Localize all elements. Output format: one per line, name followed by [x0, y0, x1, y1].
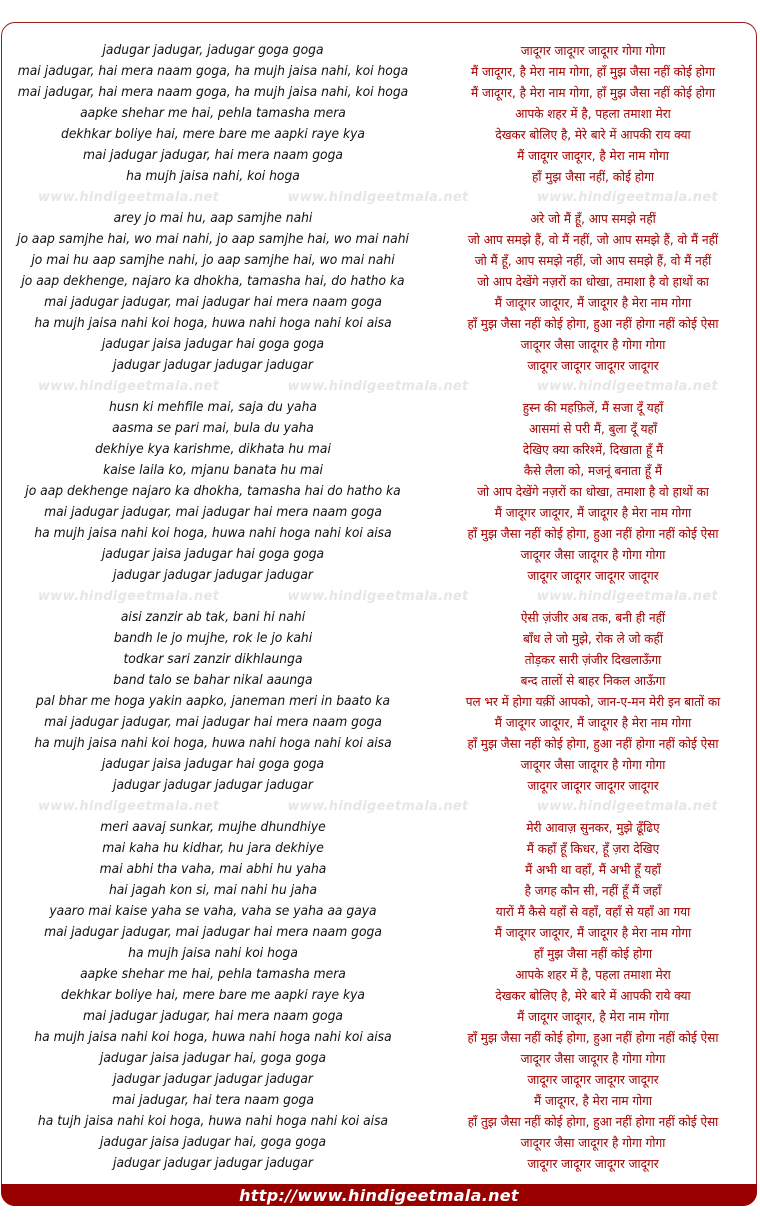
lyric-devanagari: जादूगर जादूगर जादूगर जादूगर: [527, 1156, 659, 1171]
lyric-line: [0, 208, 760, 229]
lyric-roman: aapke shehar me hai, pehla tamasha mera: [80, 106, 346, 121]
lyric-line: [0, 313, 760, 334]
lyric-devanagari: पल भर में होगा यक़ीं आपको, जान-ए-मन मेरी इन बातों का: [465, 694, 721, 709]
lyric-devanagari: जादूगर जैसा जादूगर है गोगा गोगा: [520, 1051, 666, 1066]
lyric-devanagari: जादूगर जादूगर जादूगर जादूगर: [527, 568, 659, 583]
lyric-line: [0, 82, 760, 103]
watermark-text: www.hindigeetmala.net: [38, 589, 220, 604]
lyric-roman: jo mai hu aap samjhe nahi, jo aap samjhe hai, wo mai nahi: [31, 253, 395, 268]
lyric-devanagari: देखकर बोलिए है, मेरे बारे में आपकी राय क्या: [495, 127, 691, 142]
lyric-line: [0, 166, 760, 187]
watermark-text: www.hindigeetmala.net: [38, 799, 220, 814]
lyric-line: [0, 880, 760, 901]
lyric-roman: aisi zanzir ab tak, bani hi nahi: [120, 610, 306, 625]
lyric-devanagari: हाँ तुझ जैसा नहीं कोई होगा, हुआ नहीं होगा नहीं कोई ऐसा: [467, 1114, 719, 1129]
lyric-devanagari: हाँ मुझ जैसा नहीं कोई होगा: [533, 946, 653, 961]
lyric-roman: hai jagah kon si, mai nahi hu jaha: [108, 883, 318, 898]
lyric-devanagari: जादूगर जादूगर जादूगर जादूगर: [527, 778, 659, 793]
lyric-line: [0, 628, 760, 649]
lyric-devanagari: जो आप समझे हैं, वो मैं नहीं, जो आप समझे हैं, वो मैं नहीं: [467, 232, 719, 247]
lyric-devanagari: हाँ मुझ जैसा नहीं, कोई होगा: [531, 169, 655, 184]
footer-bar: [1, 1184, 757, 1206]
lyric-line: [0, 1111, 760, 1132]
lyric-devanagari: अरे जो मैं हूँ, आप समझे नहीं: [530, 211, 656, 226]
lyric-devanagari: मैं जादूगर जादूगर, मैं जादूगर है मेरा नाम गोगा: [494, 925, 692, 940]
lyric-line: [0, 901, 760, 922]
lyric-devanagari: कैसे लैला को, मजनूं बनाता हूँ मैं: [523, 463, 663, 478]
watermark-row: [0, 376, 760, 397]
lyric-line: [0, 250, 760, 271]
lyric-roman: meri aavaj sunkar, mujhe dhundhiye: [100, 820, 326, 835]
lyric-line: [0, 1132, 760, 1153]
lyric-devanagari: जादूगर जैसा जादूगर है गोगा गोगा: [520, 757, 666, 772]
lyric-roman: jadugar jaisa jadugar hai goga goga: [101, 337, 325, 352]
lyric-line: [0, 838, 760, 859]
watermark-text: www.hindigeetmala.net: [287, 379, 469, 394]
lyric-devanagari: हाँ मुझ जैसा नहीं कोई होगा, हुआ नहीं होगा नहीं कोई ऐसा: [467, 736, 719, 751]
lyric-line: [0, 565, 760, 586]
lyric-roman: dekhkar boliye hai, mere bare me aapki raye kya: [61, 127, 365, 142]
lyric-roman: mai kaha hu kidhar, hu jara dekhiye: [102, 841, 324, 856]
lyric-devanagari: मैं जादूगर जादूगर, है मेरा नाम गोगा: [517, 1009, 669, 1024]
lyric-roman: husn ki mehfile mai, saja du yaha: [109, 400, 317, 415]
stanza: [0, 208, 760, 376]
lyric-line: [0, 481, 760, 502]
lyric-roman: ha mujh jaisa nahi koi hoga, huwa nahi hoga nahi koi aisa: [34, 316, 392, 331]
lyric-roman: mai jadugar jadugar, mai jadugar hai mera naam goga: [44, 715, 382, 730]
lyric-line: [0, 649, 760, 670]
watermark-row: [0, 586, 760, 607]
lyric-devanagari: मैं अभी था वहाँ, मैं अभी हूँ यहाँ: [525, 862, 661, 877]
lyric-line: [0, 607, 760, 628]
lyric-roman: jadugar jadugar jadugar jadugar: [113, 1156, 313, 1171]
lyric-roman: jo aap dekhenge, najaro ka dhokha, tamasha hai, do hatho ka: [21, 274, 405, 289]
lyric-roman: aapke shehar me hai, pehla tamasha mera: [80, 967, 346, 982]
lyric-roman: pal bhar me hoga yakin aapko, janeman meri in baato ka: [35, 694, 391, 709]
lyric-roman: jadugar jaisa jadugar hai, goga goga: [99, 1135, 327, 1150]
watermark-row: [0, 796, 760, 817]
lyric-line: [0, 229, 760, 250]
lyric-roman: ha mujh jaisa nahi, koi hoga: [126, 169, 300, 184]
lyrics-content: [0, 40, 760, 1174]
lyric-roman: todkar sari zanzir dikhlaunga: [123, 652, 303, 667]
lyric-roman: ha tujh jaisa nahi koi hoga, huwa nahi hoga nahi koi aisa: [37, 1114, 389, 1129]
lyric-line: [0, 733, 760, 754]
lyric-roman: yaaro mai kaise yaha se vaha, vaha se yaha aa gaya: [49, 904, 377, 919]
watermark-text: www.hindigeetmala.net: [536, 190, 718, 205]
lyric-roman: dekhkar boliye hai, mere bare me aapki raye kya: [61, 988, 365, 1003]
lyric-devanagari: जादूगर जैसा जादूगर है गोगा गोगा: [520, 1135, 666, 1150]
lyric-devanagari: जो आप देखेंगे नज़रों का धोखा, तमाशा है वो हाथों का: [477, 484, 709, 499]
lyric-line: [0, 124, 760, 145]
watermark-row: [0, 187, 760, 208]
lyric-line: [0, 145, 760, 166]
lyric-line: [0, 985, 760, 1006]
lyric-devanagari: मैं जादूगर जादूगर, मैं जादूगर है मेरा नाम गोगा: [494, 715, 692, 730]
lyric-roman: jadugar jadugar, jadugar goga goga: [102, 43, 324, 58]
lyric-roman: arey jo mai hu, aap samjhe nahi: [113, 211, 313, 226]
lyric-devanagari: जो आप देखेंगे नज़रों का धोखा, तमाशा है वो हाथों का: [477, 274, 709, 289]
lyric-line: [0, 502, 760, 523]
lyric-line: [0, 943, 760, 964]
lyric-devanagari: देखिए क्या करिश्में, दिखाता हूँ मैं: [522, 442, 664, 457]
lyric-line: [0, 691, 760, 712]
lyric-roman: mai jadugar jadugar, hai mera naam goga: [83, 1009, 343, 1024]
lyric-devanagari: तोड़कर सारी ज़ंजीर दिखलाऊँगा: [524, 652, 662, 667]
lyric-line: [0, 292, 760, 313]
lyric-line: [0, 817, 760, 838]
lyric-devanagari: है जगह कौन सी, नहीं हूँ मैं जहाँ: [524, 883, 662, 898]
lyric-line: [0, 355, 760, 376]
lyric-line: [0, 397, 760, 418]
lyric-devanagari: यारों मैं कैसे यहाँ से वहाँ, वहाँ से यहाँ आ गया: [495, 904, 691, 919]
lyric-devanagari: आसमां से परी मैं, बुला दूँ यहाँ: [528, 421, 658, 436]
lyric-roman: jo aap samjhe hai, wo mai nahi, jo aap samjhe hai, wo mai nahi: [17, 232, 409, 247]
stanza: [0, 607, 760, 796]
lyric-line: [0, 334, 760, 355]
lyric-devanagari: मैं जादूगर जादूगर, मैं जादूगर है मेरा नाम गोगा: [494, 505, 692, 520]
lyric-roman: jadugar jadugar jadugar jadugar: [113, 358, 313, 373]
lyric-line: [0, 775, 760, 796]
watermark-text: www.hindigeetmala.net: [38, 190, 220, 205]
lyric-line: [0, 40, 760, 61]
lyric-roman: dekhiye kya karishme, dikhata hu mai: [95, 442, 331, 457]
lyric-line: [0, 61, 760, 82]
lyric-roman: aasma se pari mai, bula du yaha: [112, 421, 314, 436]
lyric-roman: mai jadugar jadugar, mai jadugar hai mera naam goga: [44, 295, 382, 310]
lyric-roman: ha mujh jaisa nahi koi hoga, huwa nahi hoga nahi koi aisa: [34, 526, 392, 541]
lyric-devanagari: मैं जादूगर, है मेरा नाम गोगा, हाँ मुझ जैसा नहीं कोई होगा: [471, 85, 715, 100]
stanza: [0, 397, 760, 586]
lyric-roman: mai jadugar jadugar, mai jadugar hai mera naam goga: [44, 925, 382, 940]
lyric-line: [0, 271, 760, 292]
lyric-roman: kaise laila ko, mjanu banata hu mai: [103, 463, 323, 478]
lyric-devanagari: जादूगर जैसा जादूगर है गोगा गोगा: [520, 547, 666, 562]
lyric-devanagari: मैं जादूगर, है मेरा नाम गोगा, हाँ मुझ जैसा नहीं कोई होगा: [471, 64, 715, 79]
lyric-line: [0, 859, 760, 880]
lyric-roman: jadugar jaisa jadugar hai goga goga: [101, 547, 325, 562]
lyric-roman: bandh le jo mujhe, rok le jo kahi: [113, 631, 313, 646]
watermark-text: www.hindigeetmala.net: [536, 589, 718, 604]
lyric-roman: ha mujh jaisa nahi koi hoga, huwa nahi hoga nahi koi aisa: [34, 736, 392, 751]
lyric-roman: mai jadugar jadugar, mai jadugar hai mera naam goga: [44, 505, 382, 520]
lyric-line: [0, 964, 760, 985]
stanza: [0, 817, 760, 1174]
lyric-devanagari: हाँ मुझ जैसा नहीं कोई होगा, हुआ नहीं होगा नहीं कोई ऐसा: [467, 526, 719, 541]
lyric-roman: ha mujh jaisa nahi koi hoga, huwa nahi hoga nahi koi aisa: [34, 1030, 392, 1045]
lyric-devanagari: जो मैं हूँ, आप समझे नहीं, जो आप समझे हैं, वो मैं नहीं: [474, 253, 712, 268]
lyric-line: [0, 670, 760, 691]
watermark-text: www.hindigeetmala.net: [287, 190, 469, 205]
lyric-devanagari: हाँ मुझ जैसा नहीं कोई होगा, हुआ नहीं होगा नहीं कोई ऐसा: [467, 1030, 719, 1045]
lyric-line: [0, 418, 760, 439]
watermark-text: www.hindigeetmala.net: [536, 379, 718, 394]
lyric-devanagari: हाँ मुझ जैसा नहीं कोई होगा, हुआ नहीं होगा नहीं कोई ऐसा: [467, 316, 719, 331]
lyric-devanagari: जादूगर जादूगर जादूगर जादूगर: [527, 1072, 659, 1087]
lyric-roman: mai jadugar, hai mera naam goga, ha mujh jaisa nahi, koi hoga: [17, 64, 409, 79]
lyric-roman: jadugar jadugar jadugar jadugar: [113, 1072, 313, 1087]
lyric-devanagari: हुस्न की महफ़िलें, मैं सजा दूँ यहाँ: [522, 400, 664, 415]
lyric-roman: jadugar jaisa jadugar hai goga goga: [101, 757, 325, 772]
lyric-devanagari: बन्द तालों से बाहर निकल आऊँगा: [520, 673, 666, 688]
lyric-line: [0, 103, 760, 124]
lyric-line: [0, 754, 760, 775]
lyric-devanagari: मैं जादूगर जादूगर, मैं जादूगर है मेरा नाम गोगा: [494, 295, 692, 310]
lyric-devanagari: आपके शहर में है, पहला तमाशा मेरा: [515, 967, 671, 982]
lyric-line: [0, 712, 760, 733]
lyric-devanagari: जादूगर जादूगर जादूगर गोगा गोगा: [520, 43, 666, 58]
lyric-roman: mai abhi tha vaha, mai abhi hu yaha: [99, 862, 327, 877]
lyric-roman: jo aap dekhenge najaro ka dhokha, tamasha hai do hatho ka: [25, 484, 401, 499]
lyric-line: [0, 922, 760, 943]
lyric-devanagari: देखकर बोलिए है, मेरे बारे में आपकी राये क्या: [495, 988, 691, 1003]
lyric-roman: mai jadugar, hai tera naam goga: [112, 1093, 314, 1108]
lyric-roman: mai jadugar, hai mera naam goga, ha mujh jaisa nahi, koi hoga: [17, 85, 409, 100]
lyric-line: [0, 523, 760, 544]
lyric-devanagari: बाँध ले जो मुझे, रोक ले जो कहीं: [523, 631, 663, 646]
lyric-roman: mai jadugar jadugar, hai mera naam goga: [83, 148, 343, 163]
lyric-devanagari: जादूगर जैसा जादूगर है गोगा गोगा: [520, 337, 666, 352]
lyric-line: [0, 544, 760, 565]
lyric-roman: band talo se bahar nikal aaunga: [113, 673, 313, 688]
watermark-text: www.hindigeetmala.net: [287, 799, 469, 814]
watermark-text: www.hindigeetmala.net: [38, 379, 220, 394]
lyric-roman: jadugar jadugar jadugar jadugar: [113, 778, 313, 793]
lyric-line: [0, 439, 760, 460]
lyric-line: [0, 1006, 760, 1027]
lyric-line: [0, 1048, 760, 1069]
lyric-devanagari: आपके शहर में है, पहला तमाशा मेरा: [515, 106, 671, 121]
lyric-line: [0, 1027, 760, 1048]
lyric-line: [0, 1069, 760, 1090]
watermark-text: www.hindigeetmala.net: [287, 589, 469, 604]
watermark-text: www.hindigeetmala.net: [536, 799, 718, 814]
lyric-line: [0, 1090, 760, 1111]
lyric-devanagari: मैं कहाँ हूँ किधर, हूँ ज़रा देखिए: [526, 841, 660, 856]
lyric-devanagari: मैं जादूगर जादूगर, है मेरा नाम गोगा: [517, 148, 669, 163]
footer-url-link[interactable]: http://www.hindigeetmala.net: [239, 1185, 519, 1205]
lyric-roman: jadugar jaisa jadugar hai, goga goga: [99, 1051, 327, 1066]
lyric-roman: jadugar jadugar jadugar jadugar: [113, 568, 313, 583]
lyric-line: [0, 1153, 760, 1174]
lyric-roman: ha mujh jaisa nahi koi hoga: [128, 946, 298, 961]
lyric-devanagari: ऐसी ज़ंजीर अब तक, बनी ही नहीं: [520, 610, 666, 625]
lyric-devanagari: मेरी आवाज़ सुनकर, मुझे ढूँढिए: [526, 820, 660, 835]
lyric-line: [0, 460, 760, 481]
stanza: [0, 40, 760, 187]
lyric-devanagari: जादूगर जादूगर जादूगर जादूगर: [527, 358, 659, 373]
lyric-devanagari: मैं जादूगर, है मेरा नाम गोगा: [533, 1093, 652, 1108]
